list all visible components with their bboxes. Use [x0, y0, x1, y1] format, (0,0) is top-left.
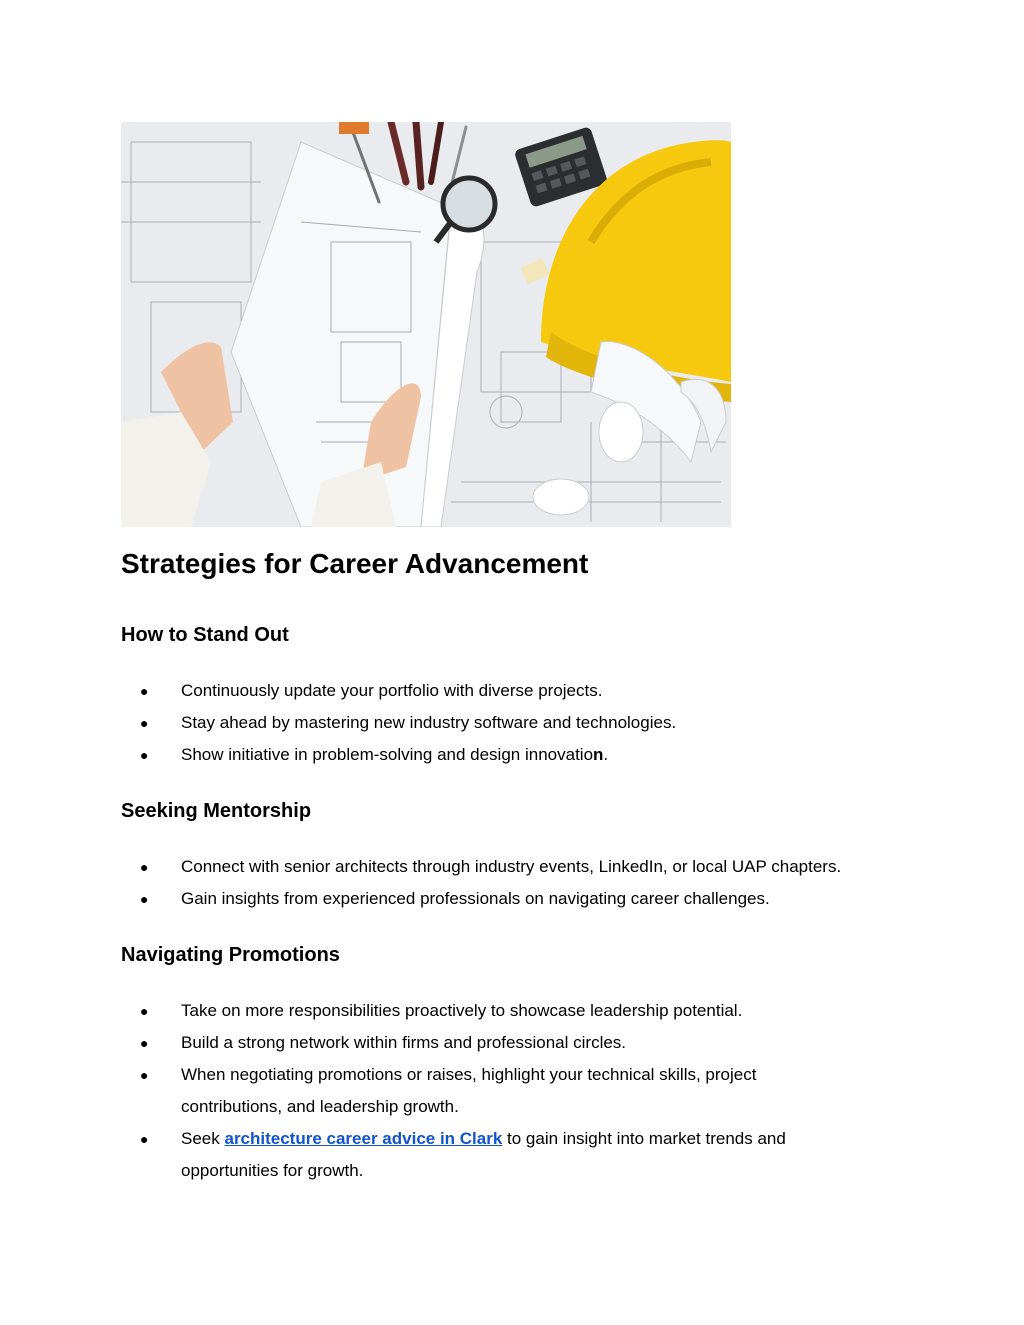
- mentorship-list: [121, 851, 921, 915]
- list-item: ● Build a strong network within firms and professional circles.: [121, 1027, 821, 1059]
- blueprint-hardhat-photo-icon: [121, 122, 731, 527]
- page-title: Strategies for Career Advancement: [121, 548, 589, 579]
- list-item: ● When negotiating promotions or raises, highlight your technical skills, project contributions, and leadership growth.: [121, 1059, 821, 1123]
- list-item: ● Connect with senior architects through industry events, LinkedIn, or local UAP chapters.: [121, 851, 921, 883]
- list-item: ● Continuously update your portfolio with diverse projects.: [121, 675, 921, 707]
- career-advice-link[interactable]: architecture career advice in Clark: [224, 1129, 503, 1148]
- list-item: ● Gain insights from experienced professionals on navigating career challenges.: [121, 883, 921, 915]
- section-heading-stand-out: How to Stand Out: [121, 624, 289, 646]
- list-item: ● Seek architecture career advice in Clark to gain insight into market trends and opportunities for growth.: [121, 1123, 821, 1187]
- promotions-list: [121, 995, 821, 1187]
- hero-image: [121, 122, 731, 527]
- list-item: ● Show initiative in problem-solving and design innovation.: [121, 739, 921, 771]
- section-heading-mentorship: Seeking Mentorship: [121, 800, 312, 822]
- list-item: ● Take on more responsibilities proactively to showcase leadership potential.: [121, 995, 821, 1027]
- list-item: ● Stay ahead by mastering new industry software and technologies.: [121, 707, 921, 739]
- section-heading-promotions: Navigating Promotions: [121, 944, 340, 966]
- stand-out-list: [121, 675, 921, 771]
